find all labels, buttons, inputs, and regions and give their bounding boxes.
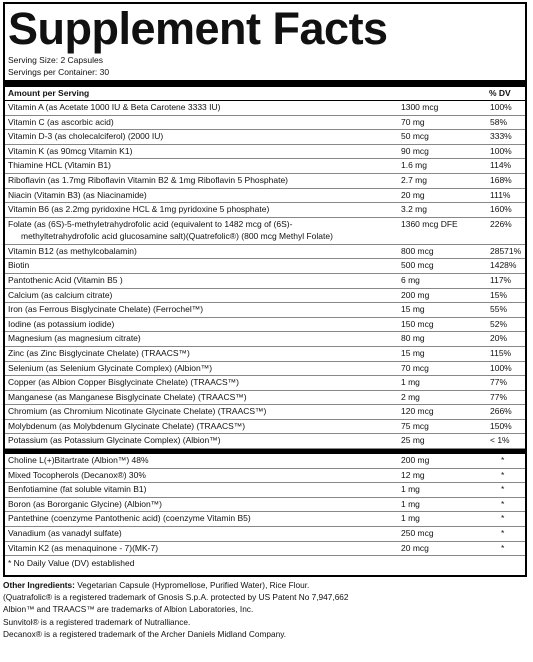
ingredient-amount: 120 mcg	[401, 406, 434, 417]
supplement-facts-panel	[3, 2, 527, 577]
ingredient-dv: 20%	[490, 333, 508, 344]
ingredient-dv: 77%	[490, 391, 508, 402]
dv-header: % DV	[489, 88, 511, 98]
ingredient-name: Manganese (as Manganese Bisglycinate Chelate) (TRAACS™)	[8, 391, 247, 402]
ingredient-dv: 266%	[490, 406, 512, 417]
nutrient-row	[5, 318, 525, 333]
ingredient-amount: 80 mg	[401, 333, 425, 344]
ingredient-dv: *	[501, 542, 505, 553]
ingredient-amount: 200 mg	[401, 455, 430, 466]
ingredient-amount: 70 mg	[401, 116, 425, 127]
nutrient-row	[5, 189, 525, 204]
ingredient-amount: 1 mg	[401, 377, 420, 388]
ingredient-dv: 58%	[490, 116, 508, 127]
nutrient-row	[5, 376, 525, 391]
ingredient-name: Vanadium (as vanadyl sulfate)	[8, 528, 122, 539]
nutrient-row	[5, 303, 525, 318]
nutrient-row	[5, 347, 525, 362]
ingredient-name: Magnesium (as magnesium citrate)	[8, 333, 141, 344]
footer-line-albion: Albion™ and TRAACS™ are trademarks of Albion Laboratories, Inc.	[3, 604, 254, 615]
ingredient-name: Molybdenum (as Molybdenum Glycinate Chelate) (TRAACS™)	[8, 420, 246, 431]
ingredient-amount: 1 mg	[401, 513, 420, 524]
ingredient-amount: 15 mg	[401, 304, 425, 315]
ingredient-name: Selenium (as Selenium Glycinate Complex) (Albion™)	[8, 362, 213, 373]
ingredient-name: Niacin (Vitamin B3) (as Niacinamide)	[8, 189, 147, 200]
ingredient-amount: 75 mcg	[401, 420, 429, 431]
ingredient-amount: 500 mcg	[401, 260, 434, 271]
nutrient-row	[5, 116, 525, 131]
other-ingredient-row	[5, 454, 525, 469]
ingredient-amount: 1360 mcg DFE	[401, 218, 458, 229]
ingredient-amount: 90 mcg	[401, 145, 429, 156]
other-ingredient-row	[5, 527, 525, 542]
other-ingredient-row	[5, 512, 525, 527]
other-ingredient-row	[5, 498, 525, 513]
ingredient-amount: 12 mg	[401, 469, 425, 480]
nutrient-row	[5, 174, 525, 189]
ingredient-dv: *	[501, 528, 505, 539]
ingredient-name: Calcium (as calcium citrate)	[8, 289, 113, 300]
ingredient-name: Potassium (as Potassium Glycinate Complex) (Albion™)	[8, 435, 221, 446]
ingredient-dv: < 1%	[490, 435, 510, 446]
nutrient-row	[5, 332, 525, 347]
ingredient-amount: 1300 mcg	[401, 102, 439, 112]
ingredient-dv: 15%	[490, 289, 508, 300]
ingredient-name: Benfotiamine (fat soluble vitamin B1)	[8, 484, 147, 495]
ingredient-amount: 800 mcg	[401, 245, 434, 256]
ingredient-dv: 333%	[490, 131, 512, 142]
no-dv-note: * No Daily Value (DV) established	[8, 558, 135, 569]
ingredient-name: Chromium (as Chromium Nicotinate Glycinate Chelate) (TRAACS™)	[8, 406, 267, 417]
ingredient-dv: 111%	[490, 189, 511, 200]
ingredient-dv: *	[501, 498, 505, 509]
other-ingredient-list	[5, 454, 525, 556]
ingredient-name: Pantethine (coenzyme Pantothenic acid) (coenzyme Vitamin B5)	[8, 513, 251, 524]
ingredient-amount: 25 mg	[401, 435, 425, 446]
ingredient-name: Boron (as Bororganic Glycine) (Albion™)	[8, 498, 163, 509]
ingredient-dv: 100%	[490, 362, 512, 373]
ingredient-amount: 3.2 mg	[401, 204, 427, 215]
ingredient-dv: 100%	[490, 145, 512, 156]
other-ingredient-row	[5, 469, 525, 484]
ingredient-dv: 52%	[490, 318, 508, 329]
ingredient-dv: *	[501, 455, 505, 466]
ingredient-dv: 226%	[490, 218, 512, 229]
ingredient-name: Riboflavin (as 1.7mg Riboflavin Vitamin B2 & 1mg Riboflavin 5 Phosphate)	[8, 174, 289, 185]
nutrient-row	[5, 259, 525, 274]
nutrient-row	[5, 159, 525, 174]
ingredient-amount: 6 mg	[401, 274, 420, 285]
footer-line-decanox: Decanox® is a registered trademark of the Archer Daniels Midland Company.	[3, 628, 287, 639]
ingredient-name: Vitamin A (as Acetate 1000 IU & Beta Carotene 3333 IU)	[8, 102, 221, 112]
amount-header: Amount per Serving	[8, 88, 90, 98]
nutrient-row	[5, 101, 525, 116]
column-header	[5, 87, 525, 100]
nutrient-row	[5, 405, 525, 420]
ingredient-amount: 200 mg	[401, 289, 430, 300]
other-ingredients	[3, 579, 527, 591]
ingredient-dv: 168%	[490, 174, 512, 185]
other-ingredient-row	[5, 483, 525, 498]
ingredient-name: Zinc (as Zinc Bisglycinate Chelate) (TRAACS™)	[8, 347, 190, 358]
ingredient-dv: 114%	[490, 160, 512, 171]
ingredient-name: Vitamin K (as 90mcg Vitamin K1)	[8, 145, 133, 156]
nutrient-row	[5, 289, 525, 304]
ingredient-amount: 250 mcg	[401, 528, 434, 539]
ingredient-name: Thiamine HCL (Vitamin B1)	[8, 160, 111, 171]
serving-size: Serving Size: 2 Capsules	[8, 55, 103, 65]
ingredient-amount: 20 mg	[401, 189, 425, 200]
ingredient-name-continued: methyltetrahydrofolic acid glucosamine salt)(Quatrefolic®) (800 mcg Methyl Folate)	[21, 231, 333, 242]
nutrient-row	[5, 203, 525, 218]
ingredient-amount: 2.7 mg	[401, 174, 427, 185]
nutrient-row	[5, 420, 525, 435]
ingredient-amount: 20 mcg	[401, 542, 429, 553]
nutrient-row	[5, 218, 525, 245]
ingredient-name: Vitamin D-3 (as cholecalciferol) (2000 IU)	[8, 131, 164, 142]
ingredient-dv: 55%	[490, 304, 508, 315]
ingredient-amount: 70 mcg	[401, 362, 429, 373]
ingredient-dv: 117%	[490, 274, 512, 285]
ingredient-name: Copper (as Albion Copper Bisglycinate Chelate) (TRAACS™)	[8, 377, 240, 388]
ingredient-dv: *	[501, 513, 505, 524]
nutrient-row	[5, 391, 525, 406]
ingredient-name: Iodine (as potassium iodide)	[8, 318, 115, 329]
footer-line-sunvitol: Sunvitol® is a registered trademark of Nutralliance.	[3, 616, 191, 627]
ingredient-amount: 1.6 mg	[401, 160, 427, 171]
ingredient-dv: 28571%	[490, 245, 522, 256]
ingredient-name: Vitamin C (as ascorbic acid)	[8, 116, 114, 127]
ingredient-name: Vitamin B12 (as methylcobalamin)	[8, 245, 137, 256]
ingredient-amount: 150 mcg	[401, 318, 434, 329]
ingredient-dv: 100%	[490, 102, 512, 112]
nutrient-row	[5, 274, 525, 289]
ingredient-name: Folate (as (6S)-5-methyletrahydrofolic acid (equivalent to 1482 mcg of (6S)-	[8, 218, 293, 229]
nutrient-row	[5, 145, 525, 160]
ingredient-name: Vitamin B6 (as 2.2mg pyridoxine HCL & 1mg pyridoxine 5 phosphate)	[8, 204, 270, 215]
nutrient-row	[5, 245, 525, 260]
ingredient-name: Choline L(+)Bitartrate (Albion™) 48%	[8, 455, 149, 466]
ingredient-name: Pantothenic Acid (Vitamin B5 )	[8, 274, 123, 285]
ingredient-dv: 115%	[490, 347, 512, 358]
nutrient-row	[5, 362, 525, 377]
panel-title: Supplement Facts	[8, 3, 388, 54]
footer	[3, 579, 527, 640]
ingredient-name: Biotin	[8, 260, 30, 271]
ingredient-amount: 50 mcg	[401, 131, 429, 142]
ingredient-amount: 2 mg	[401, 391, 420, 402]
ingredient-dv: *	[501, 484, 505, 495]
footer-line-quatrefolic: (Quatrafolic® is a registered trademark of Gnosis S.p.A. protected by US Patent No 7,947,662	[3, 592, 349, 603]
ingredient-name: Vitamin K2 (as menaquinone - 7)(MK-7)	[8, 542, 159, 553]
ingredient-dv: 160%	[490, 204, 512, 215]
ingredient-amount: 1 mg	[401, 484, 420, 495]
ingredient-name: Iron (as Ferrous Bisglycinate Chelate) (Ferrochel™)	[8, 304, 204, 315]
nutrient-row	[5, 130, 525, 145]
ingredient-dv: 1428%	[490, 260, 517, 271]
ingredient-dv: 77%	[490, 377, 508, 388]
other-ingredient-row	[5, 542, 525, 557]
servings-per-container: Servings per Container: 30	[8, 67, 110, 77]
nutrient-row	[5, 434, 525, 449]
ingredient-dv: *	[501, 469, 505, 480]
nutrient-list	[5, 101, 525, 449]
divider-thick	[5, 80, 525, 87]
ingredient-name: Mixed Tocopherols (Decanox®) 30%	[8, 469, 146, 480]
other-ingredients-label: Other Ingredients:	[3, 580, 75, 590]
ingredient-dv: 150%	[490, 420, 512, 431]
other-ingredients-text: Vegetarian Capsule (Hypromellose, Purified Water), Rice Flour.	[74, 580, 310, 590]
ingredient-amount: 15 mg	[401, 347, 425, 358]
ingredient-amount: 1 mg	[401, 498, 420, 509]
